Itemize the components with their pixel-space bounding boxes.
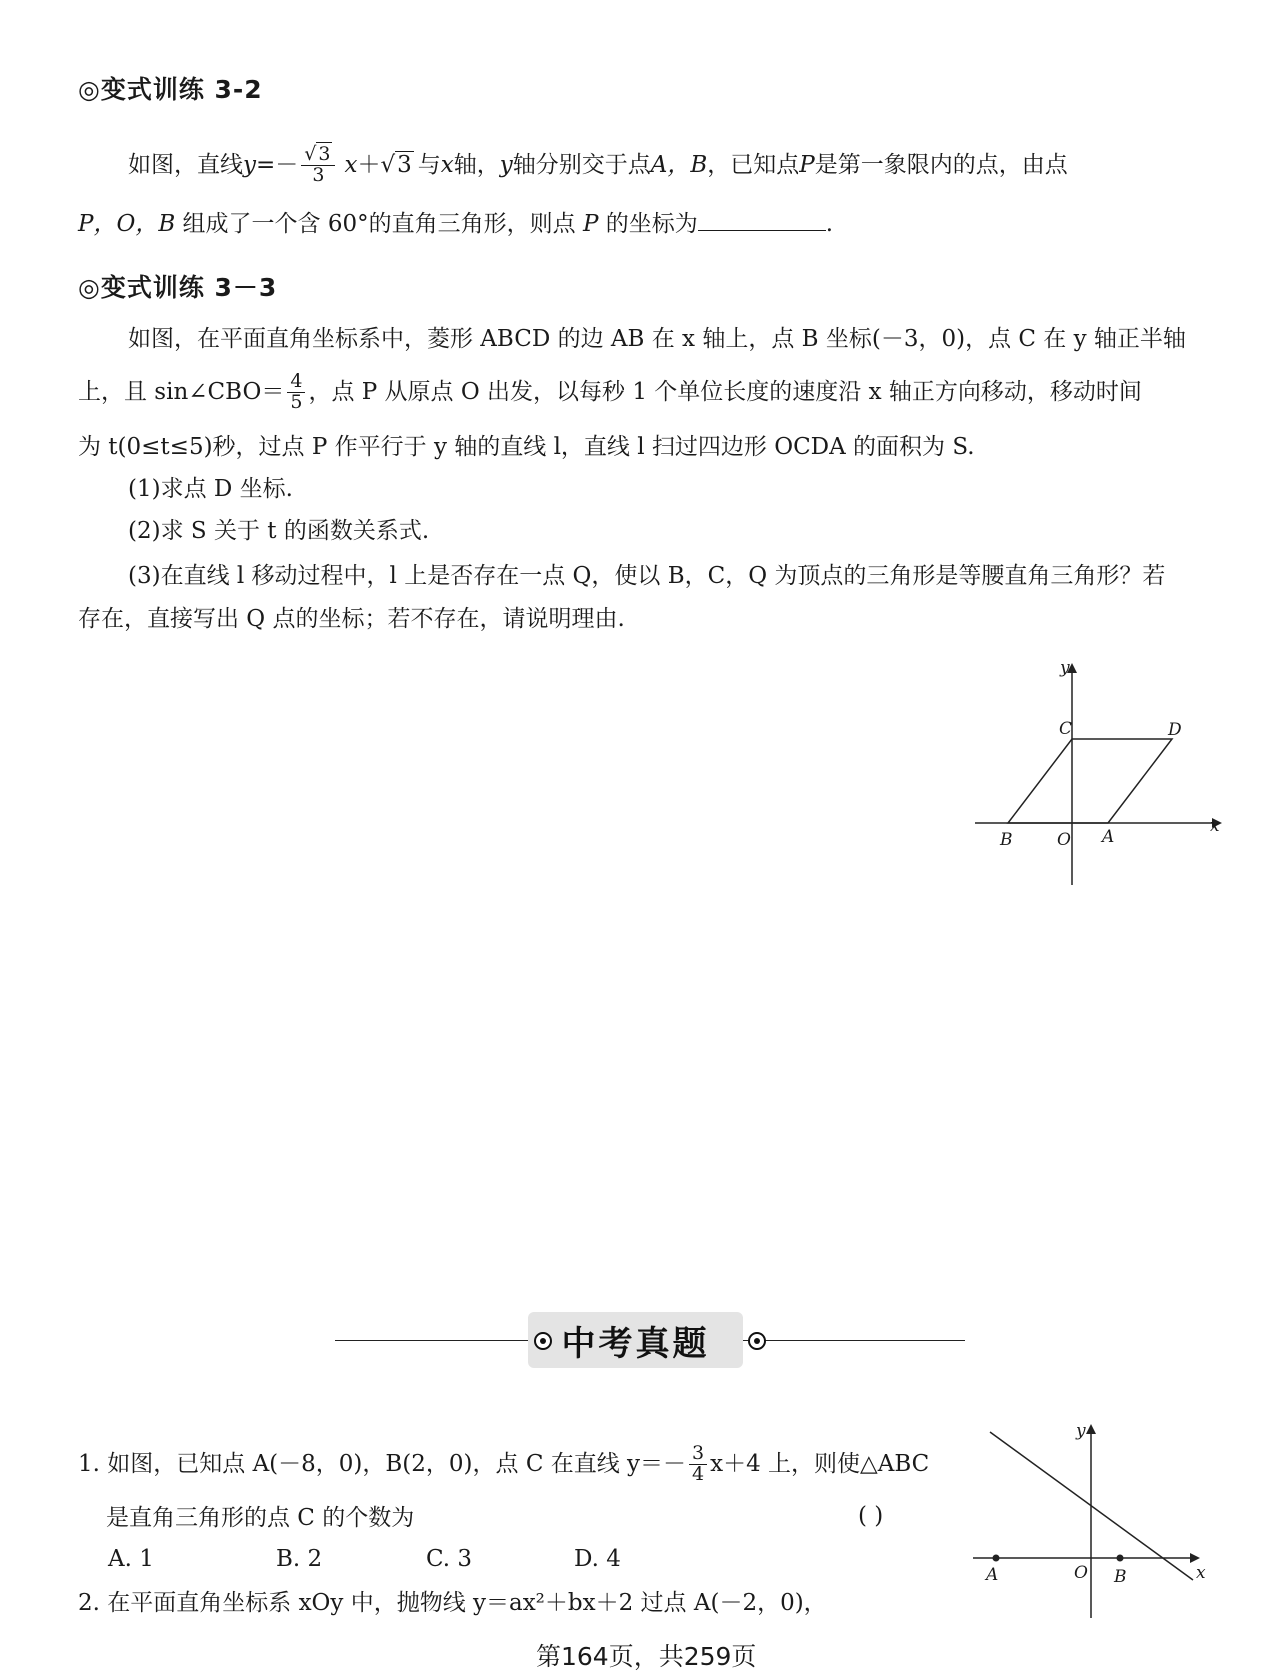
section-3-3-paragraph-line-3: 为 t(0≤t≤5)秒，过点 P 作平行于 y 轴的直线 l，直线 l 扫过四边形 OCDA 的面积为 S. [78, 434, 975, 460]
label-B: B [1114, 1567, 1127, 1587]
banner-right-bullet-icon [748, 1332, 766, 1350]
radicand: 3 [397, 151, 412, 178]
answer-blank [698, 210, 826, 231]
label-D: D [1168, 720, 1182, 740]
var-x-axis: x [440, 151, 454, 178]
exam-question-1-line-2: 是直角三角形的点 C 的个数为 [106, 1505, 415, 1531]
var-x: x [344, 151, 358, 178]
point-A [993, 1555, 1000, 1562]
points-AB: A，B [650, 151, 708, 178]
fraction-denominator: 4 [692, 1462, 705, 1485]
y-axis-arrow [1086, 1424, 1096, 1434]
banner-left-bullet-icon [534, 1332, 552, 1350]
label-B: B [1000, 830, 1013, 850]
label-O: O [1074, 1563, 1088, 1583]
question-3-line-1: (3)在直线 l 移动过程中，l 上是否存在一点 Q，使以 B，C，Q 为顶点的三角形是等腰直角三角形？若 [128, 563, 1166, 589]
banner-title: 中考真题 [528, 1312, 743, 1368]
radicand: 3 [318, 142, 331, 165]
text-run: 的坐标为 [598, 211, 698, 237]
fraction-denominator: 5 [290, 390, 303, 413]
fraction-numerator: √ 3 [301, 145, 335, 166]
fraction-denominator: 3 [312, 163, 325, 186]
x-axis-label: x [1210, 816, 1220, 836]
section-3-3-heading: ◎变式训练 3－3 [78, 273, 278, 302]
option-d: D. 4 [574, 1546, 621, 1572]
question-1: (1)求点 D 坐标. [128, 476, 293, 502]
text-run: 轴分别交于点 [512, 151, 651, 178]
text-run: 轴， [453, 151, 500, 178]
question-2: (2)求 S 关于 t 的函数关系式. [128, 518, 430, 544]
y-axis-label: y [1076, 1421, 1086, 1441]
label-O: O [1057, 830, 1071, 850]
fraction-numerator: 3 [689, 1444, 707, 1465]
label-A: A [1102, 827, 1115, 847]
text-run: x＋4 上，则使△ABC [710, 1450, 930, 1477]
var-y-axis: y [499, 151, 513, 178]
rhombus-figure [960, 655, 1230, 895]
option-a: A. 1 [108, 1546, 154, 1572]
exam-question-1-line-1 [78, 1436, 929, 1492]
section-3-3-paragraph-line-1: 如图，在平面直角坐标系中，菱形 ABCD 的边 AB 在 x 轴上，点 B 坐标(－3，0)，点 C 在 y 轴正半轴 [128, 326, 1186, 352]
exam-question-2: 2. 在平面直角坐标系 xOy 中，抛物线 y＝ax²＋bx＋2 过点 A(－2，0)， [78, 1590, 827, 1616]
text-run: 1. 如图，已知点 A(－8，0)，B(2，0)，点 C 在直线 y＝－ [78, 1450, 687, 1477]
text-run: 与 [417, 151, 441, 178]
text-run: 是第一象限内的点，由点 [814, 151, 1068, 178]
y-axis-label: y [1060, 658, 1070, 678]
label-C: C [1059, 719, 1073, 739]
question-3-line-2: 存在，直接写出 Q 点的坐标；若不存在，请说明理由. [78, 606, 625, 632]
points-POB: P，O，B [78, 211, 176, 237]
text-run: . [825, 211, 834, 237]
text-run: =－ [256, 151, 299, 178]
option-b: B. 2 [276, 1546, 323, 1572]
label-A: A [986, 1565, 999, 1585]
fraction-numerator: 4 [287, 372, 305, 393]
banner-rule-right [743, 1340, 965, 1341]
fraction-4-over-5 [287, 369, 305, 413]
fraction-sqrt3-over-3 [301, 142, 335, 186]
x-axis-label: x [1196, 1563, 1206, 1583]
line-figure [968, 1420, 1213, 1620]
rhombus-ABCD [1008, 739, 1172, 823]
answer-parentheses: ( ) [858, 1503, 884, 1529]
point-B [1117, 1555, 1124, 1562]
text-run: 上，且 sin∠CBO＝ [78, 378, 285, 405]
text-run: ，点 P 从原点 O 出发，以每秒 1 个单位长度的速度沿 x 轴正方向移动，移动时间 [308, 378, 1142, 405]
text-run: 组成了一个含 60°的直角三角形，则点 [175, 211, 583, 237]
section-3-3-paragraph-line-2 [78, 366, 1142, 418]
x-axis-arrow [1190, 1553, 1200, 1563]
page-footer: 第164页，共259页 [536, 1642, 757, 1671]
fraction-3-over-4 [689, 1441, 707, 1485]
sqrt3-term: √3 [380, 151, 412, 178]
text-run: ＋ [357, 151, 381, 178]
banner-rule-left [335, 1340, 530, 1341]
section-3-2-line-2 [78, 210, 833, 236]
section-3-2-line-1 [128, 140, 1068, 190]
option-c: C. 3 [426, 1546, 473, 1572]
point-P: P [799, 151, 815, 178]
var-y: y [243, 151, 256, 178]
section-3-2-heading: ◎变式训练 3-2 [78, 75, 263, 104]
point-P: P [582, 211, 599, 237]
text-run: 如图，直线 [128, 151, 243, 178]
text-run: ，已知点 [707, 151, 800, 178]
